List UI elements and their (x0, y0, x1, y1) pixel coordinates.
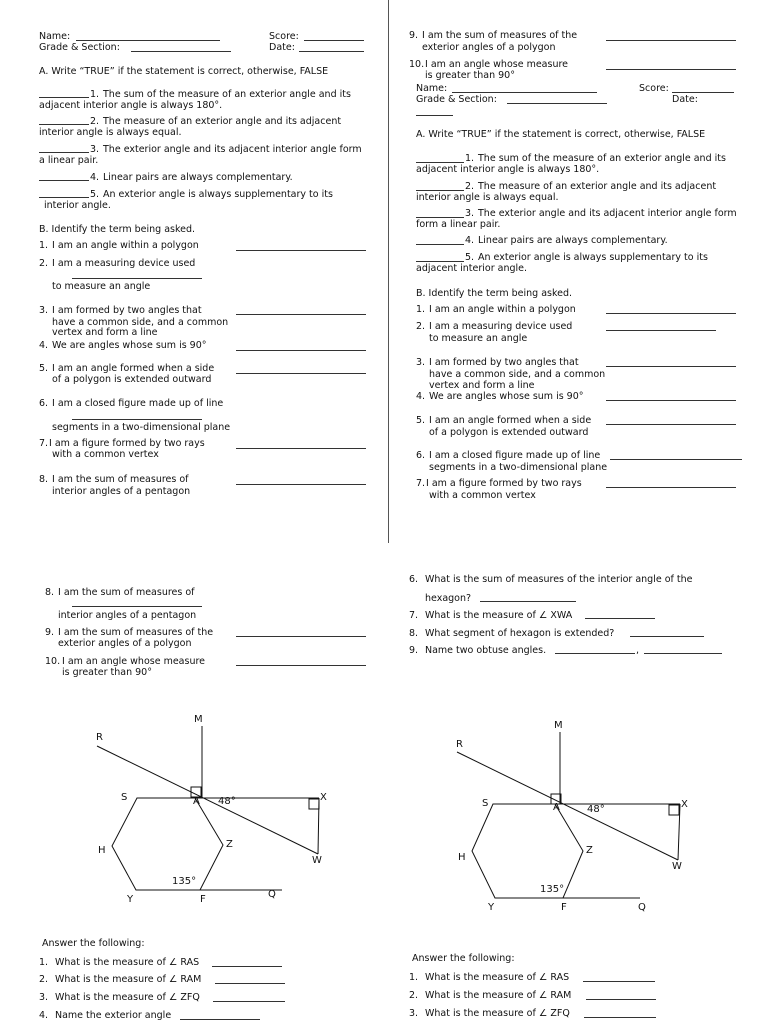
label-r: R (456, 739, 463, 750)
question-text: I am an angle whose measure (425, 59, 569, 70)
item-number: 6. (409, 574, 419, 585)
statement-text: The measure of an exterior angle and its adjacent (103, 116, 342, 127)
answer-blank[interactable] (583, 981, 655, 982)
label-h: H (458, 852, 466, 863)
question-text: What is the measure of ∠ RAS (55, 957, 200, 968)
grade-label: Grade & Section: (416, 94, 497, 105)
grade-label: Grade & Section: (39, 42, 120, 53)
question-text: exterior angles of a polygon (422, 42, 556, 53)
statement-text: interior angle is always equal. (39, 127, 182, 138)
label-z: Z (226, 839, 233, 850)
item-number: 3. (409, 1008, 419, 1019)
item-number: 4. (39, 1010, 49, 1021)
question-text: I am a closed figure made up of line (52, 398, 224, 409)
item-number: 3. (90, 144, 100, 155)
item-number: 5. (416, 415, 426, 426)
question-text: What is the measure of ∠ ZFQ (55, 992, 200, 1003)
date-label: Date: (672, 94, 698, 105)
item-number: 1. (39, 957, 49, 968)
item-number: 9. (45, 627, 55, 638)
question-text: segments in a two-dimensional plane (52, 422, 231, 433)
question-text: What is the measure of ∠ RAM (425, 990, 572, 1001)
statement-text: The sum of the measure of an exterior angle and its (103, 89, 351, 100)
question-text: What is the measure of ∠ RAM (55, 974, 202, 985)
score-label: Score: (639, 83, 669, 94)
answer-title: Answer the following: (42, 938, 145, 949)
answer-title: Answer the following: (412, 953, 515, 964)
score-label: Score: (269, 31, 299, 42)
item-number: 6. (39, 398, 49, 409)
angle-135: 135° (540, 884, 565, 895)
item-number: 4. (39, 340, 49, 351)
label-a: A (193, 796, 200, 807)
answer-blank[interactable] (584, 1017, 656, 1018)
item-number: 4. (465, 235, 475, 246)
question-text: I am formed by two angles that (52, 305, 202, 316)
label-y: Y (488, 902, 495, 913)
name-label: Name: (39, 31, 71, 42)
question-text: segments in a two-dimensional plane (429, 462, 608, 473)
statement-text: form a linear pair. (416, 219, 501, 230)
item-number: 1. (39, 240, 49, 251)
question-text: I am the sum of measures of (52, 474, 189, 485)
part-b-instruction: B. Identify the term being asked. (39, 224, 196, 235)
label-q: Q (638, 902, 646, 913)
question-text: to measure an angle (429, 333, 528, 344)
question-text: I am a measuring device used (429, 321, 573, 332)
question-text: I am a closed figure made up of line (429, 450, 601, 461)
item-number: 5. (39, 363, 49, 374)
angle-135: 135° (172, 876, 197, 887)
question-text: What is the measure of ∠ RAS (425, 972, 570, 983)
statement-text: a linear pair. (39, 155, 99, 166)
item-number: 6. (416, 450, 426, 461)
question-text: hexagon? (425, 593, 472, 604)
label-y: Y (127, 894, 134, 905)
name-label: Name: (416, 83, 448, 94)
question-text: What is the sum of measures of the interior angle of the (425, 574, 693, 585)
statement-text: adjacent interior angle is always 180°. (39, 100, 223, 111)
question-text: exterior angles of a polygon (58, 638, 192, 649)
question-text: What segment of hexagon is extended? (425, 628, 615, 639)
statement-text: An exterior angle is always supplementary to its (103, 189, 333, 200)
statement-text: The measure of an exterior angle and its adjacent (478, 181, 717, 192)
item-number: 5. (90, 189, 100, 200)
statement-text: Linear pairs are always complementary. (103, 172, 293, 183)
item-number: 2. (39, 974, 49, 985)
date-label: Date: (269, 42, 295, 53)
label-w: W (312, 855, 322, 866)
item-number: 4. (416, 391, 426, 402)
angle-48: 48° (218, 796, 236, 807)
question-text: I am a figure formed by two rays (426, 478, 582, 489)
item-number: 3. (416, 357, 426, 368)
question-text: is greater than 90° (62, 667, 152, 678)
item-number: 8. (409, 628, 419, 639)
label-x: X (681, 799, 688, 810)
answer-blank[interactable] (212, 966, 282, 967)
question-text: Name the exterior angle (55, 1010, 172, 1021)
question-text: I am a figure formed by two rays (49, 438, 205, 449)
item-number: 8. (39, 474, 49, 485)
question-text: I am the sum of measures of the (58, 627, 214, 638)
item-number: 1. (409, 972, 419, 983)
question-text: I am an angle within a polygon (429, 304, 576, 315)
label-w: W (672, 861, 682, 872)
item-number: 4. (90, 172, 100, 183)
question-text: I am an angle formed when a side (52, 363, 215, 374)
item-number: 7. (39, 438, 49, 449)
statement-text: The exterior angle and its adjacent interior angle form (478, 208, 737, 219)
label-r: R (96, 732, 103, 743)
answer-blank[interactable] (215, 983, 285, 984)
question-text: interior angles of a pentagon (58, 610, 197, 621)
question-text: What is the measure of ∠ XWA (425, 610, 573, 621)
label-q: Q (268, 889, 276, 900)
separator: , (636, 645, 640, 656)
label-a: A (553, 802, 560, 813)
question-text: is greater than 90° (425, 70, 515, 81)
question-text: I am formed by two angles that (429, 357, 579, 368)
question-text: I am an angle within a polygon (52, 240, 199, 251)
statement-text: Linear pairs are always complementary. (478, 235, 668, 246)
question-text: with a common vertex (429, 490, 536, 501)
item-number: 5. (465, 252, 475, 263)
label-s: S (482, 798, 489, 809)
item-number: 2. (465, 181, 475, 192)
item-number: 2. (409, 990, 419, 1001)
label-s: S (121, 792, 128, 803)
question-text: Name two obtuse angles. (425, 645, 547, 656)
item-number: 3. (39, 305, 49, 316)
item-number: 2. (416, 321, 426, 332)
part-a-instruction: A. Write “TRUE” if the statement is correct, otherwise, FALSE (416, 129, 706, 140)
question-text: with a common vertex (52, 449, 159, 460)
question-text: vertex and form a line (429, 380, 535, 391)
answer-blank[interactable] (180, 1019, 260, 1020)
question-text: vertex and form a line (52, 327, 158, 338)
statement-text: interior angle. (44, 200, 111, 211)
statement-text: adjacent interior angle. (416, 263, 528, 274)
item-number: 7. (409, 610, 419, 621)
question-text: What is the measure of ∠ ZFQ (425, 1008, 570, 1019)
part-b-instruction: B. Identify the term being asked. (416, 288, 573, 299)
question-text: We are angles whose sum is 90° (52, 340, 207, 351)
question-text: I am an angle whose measure (62, 656, 206, 667)
item-number: 9. (409, 645, 419, 656)
item-number: 2. (90, 116, 100, 127)
question-text: of a polygon is extended outward (52, 374, 212, 385)
statement-text: adjacent interior angle is always 180°. (416, 164, 600, 175)
question-text: I am a measuring device used (52, 258, 196, 269)
question-text: I am an angle formed when a side (429, 415, 592, 426)
item-number: 3. (39, 992, 49, 1003)
item-number: 7. (416, 478, 426, 489)
item-number: 9. (409, 30, 419, 41)
item-number: 1. (465, 153, 475, 164)
question-text: have a common side, and a common (429, 369, 606, 380)
label-h: H (98, 845, 106, 856)
question-text: interior angles of a pentagon (52, 486, 191, 497)
statement-text: The sum of the measure of an exterior angle and its (478, 153, 726, 164)
label-z: Z (586, 845, 593, 856)
item-number: 1. (416, 304, 426, 315)
question-text: I am the sum of measures of the (422, 30, 578, 41)
question-text: to measure an angle (52, 281, 151, 292)
question-text: We are angles whose sum is 90° (429, 391, 584, 402)
question-text: I am the sum of measures of (58, 587, 195, 598)
statement-text: An exterior angle is always supplementary to its (478, 252, 708, 263)
angle-48: 48° (587, 804, 605, 815)
item-number: 2. (39, 258, 49, 269)
item-number: 1. (90, 89, 100, 100)
question-text: of a polygon is extended outward (429, 427, 589, 438)
label-x: X (320, 792, 327, 803)
label-f: F (561, 902, 567, 913)
answer-blank[interactable] (586, 999, 656, 1000)
statement-text: The exterior angle and its adjacent interior angle form (103, 144, 362, 155)
label-m: M (194, 714, 203, 725)
label-m: M (554, 720, 563, 731)
label-f: F (200, 894, 206, 905)
item-number: 3. (465, 208, 475, 219)
part-a-instruction: A. Write “TRUE” if the statement is correct, otherwise, FALSE (39, 66, 329, 77)
statement-text: interior angle is always equal. (416, 192, 559, 203)
question-text: have a common side, and a common (52, 317, 229, 328)
answer-blank[interactable] (213, 1001, 285, 1002)
item-number: 10. (45, 656, 61, 667)
item-number: 8. (45, 587, 55, 598)
item-number: 10. (409, 59, 425, 70)
